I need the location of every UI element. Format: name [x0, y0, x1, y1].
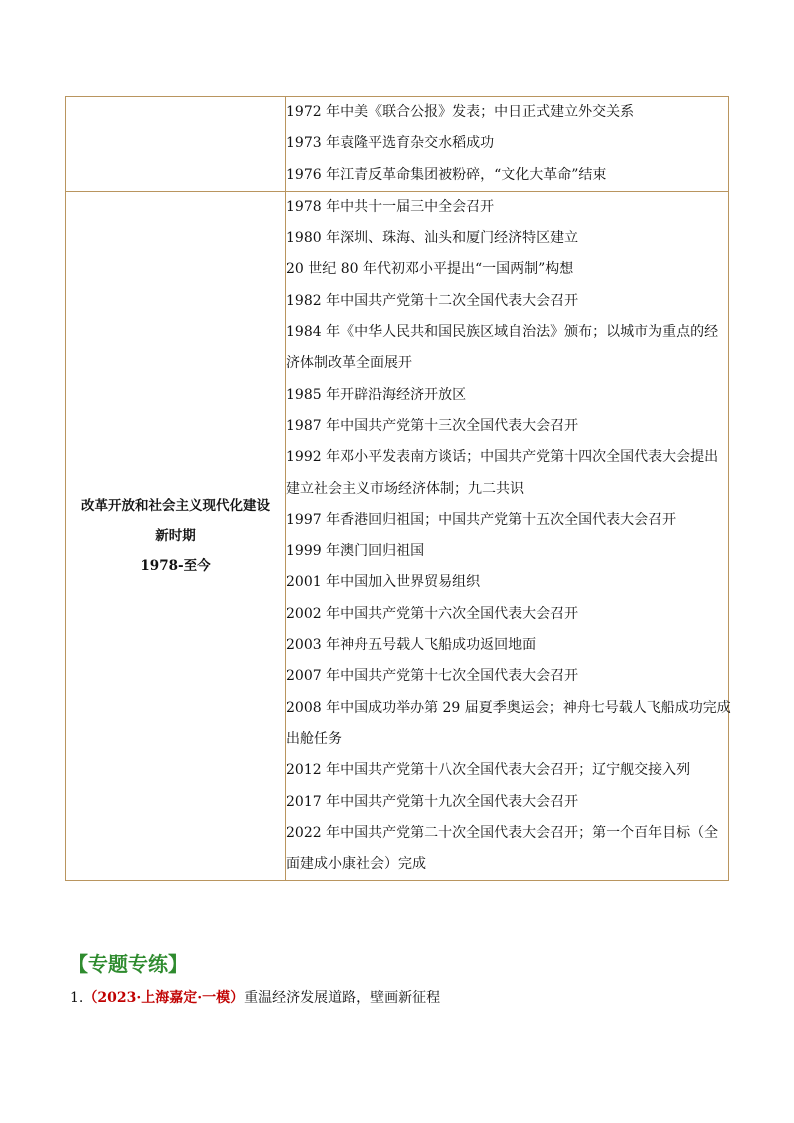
event-line: 建立社会主义市场经济体制；九二共识 [286, 480, 524, 497]
event-line: 2003 年神舟五号载人飞船成功返回地面 [286, 637, 537, 654]
event-line: 1997 年香港回归祖国；中国共产党第十五次全国代表大会召开 [286, 511, 677, 528]
event-line: 1976 年江青反革命集团被粉碎，“文化大革命”结束 [286, 166, 607, 183]
event-line: 1982 年中国共产党第十二次全国代表大会召开 [286, 292, 579, 309]
timeline-row [66, 191, 729, 881]
timeline-row [66, 97, 729, 192]
period-label: 1978-至今 [140, 558, 211, 575]
event-line: 1999 年澳门回归祖国 [286, 543, 425, 560]
question-text: 重温经济发展道路，壁画新征程 [244, 990, 441, 1006]
event-line: 面建成小康社会）完成 [286, 856, 426, 873]
event-line: 1978 年中共十一届三中全会召开 [286, 198, 495, 215]
event-line: 1987 年中国共产党第十三次全国代表大会召开 [286, 417, 579, 434]
event-line: 1972 年中美《联合公报》发表；中日正式建立外交关系 [286, 104, 635, 120]
event-line: 1980 年深圳、珠海、汕头和厦门经济特区建立 [286, 230, 579, 247]
period-label: 改革开放和社会主义现代化建设 [81, 498, 270, 515]
events-cell [286, 97, 729, 192]
event-line: 20 世纪 80 年代初邓小平提出“一国两制”构想 [286, 261, 574, 278]
question-1 [70, 987, 440, 1009]
event-line: 2002 年中国共产党第十六次全国代表大会召开 [286, 605, 579, 622]
timeline-body [66, 97, 729, 881]
event-line: 济体制改革全面展开 [286, 355, 412, 372]
event-line: 2007 年中国共产党第十七次全国代表大会召开 [286, 668, 579, 685]
timeline-table [65, 96, 729, 881]
event-line: 1985 年开辟沿海经济开放区 [286, 386, 467, 403]
question-number: 1. [70, 990, 84, 1006]
event-line: 2022 年中国共产党第二十次全国代表大会召开；第一个百年目标（全 [286, 824, 719, 841]
event-line: 1992 年邓小平发表南方谈话；中国共产党第十四次全国代表大会提出 [286, 449, 719, 466]
period-cell [66, 191, 286, 881]
events-cell [286, 191, 729, 881]
period-cell [66, 97, 286, 192]
section-title: 【专题专练】 [68, 952, 188, 976]
question-source: （2023·上海嘉定·一模） [83, 990, 245, 1006]
event-line: 出舱任务 [286, 730, 342, 747]
event-line: 1973 年袁隆平选育杂交水稻成功 [286, 135, 495, 152]
period-label: 新时期 [155, 528, 196, 545]
event-line: 2012 年中国共产党第十八次全国代表大会召开；辽宁舰交接入列 [286, 762, 691, 779]
event-line: 2017 年中国共产党第十九次全国代表大会召开 [286, 793, 579, 810]
event-line: 1984 年《中华人民共和国民族区域自治法》颁布；以城市为重点的经 [286, 324, 719, 341]
event-line: 2008 年中国成功举办第 29 届夏季奥运会；神舟七号载人飞船成功完成 [286, 699, 731, 716]
event-line: 2001 年中国加入世界贸易组织 [286, 574, 481, 591]
